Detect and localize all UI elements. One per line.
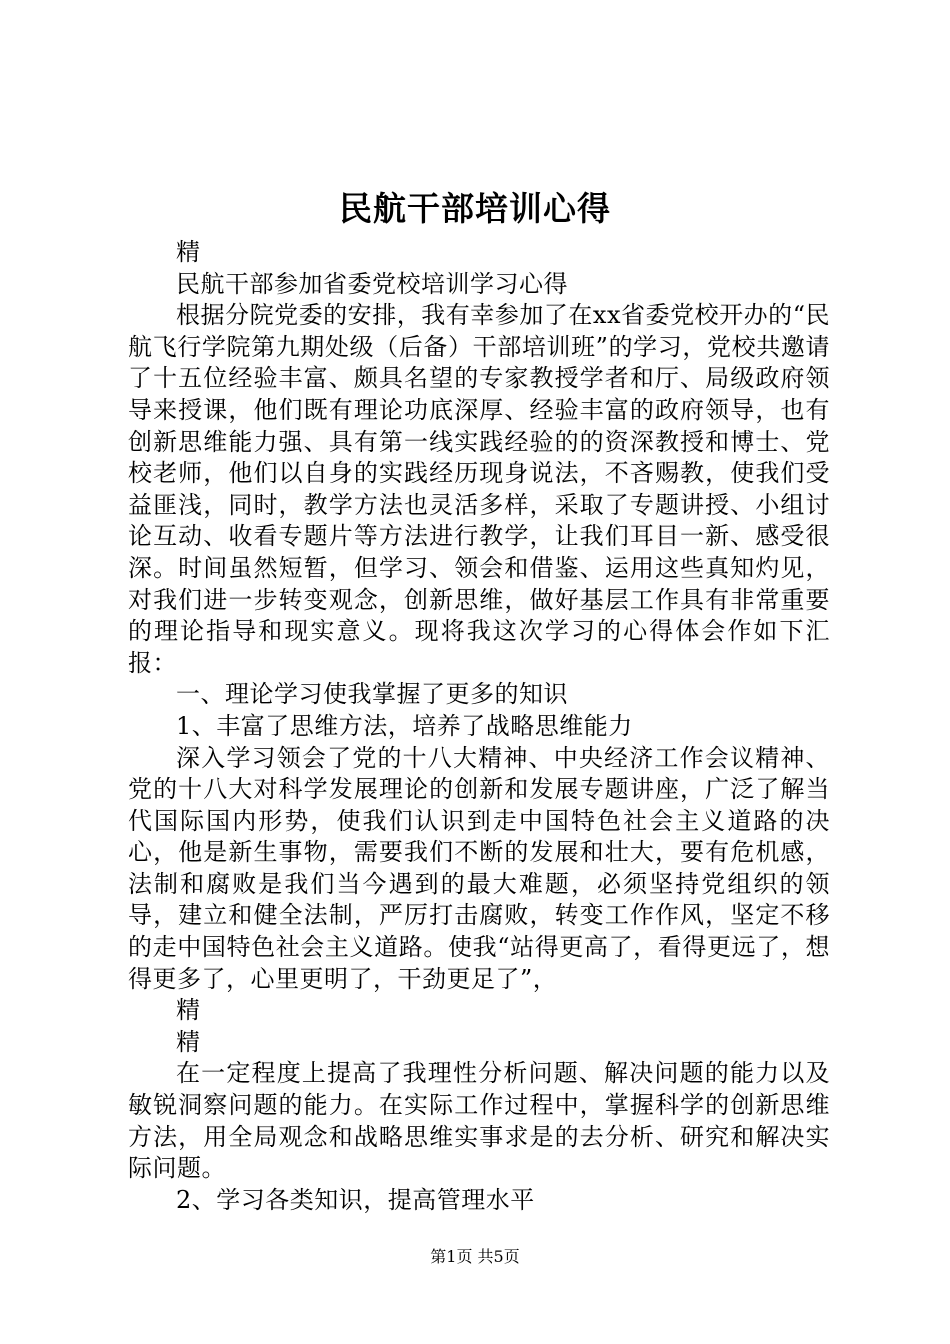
document-body (128, 237, 830, 1216)
paragraph-body-2: 在一定程度上提高了我理性分析问题、解决问题的能力以及敏锐洞察问题的能力。在实际工作过程中，掌握科学的创新思维方法，用全局观念和战略思维实事求是的去分析、研究和解决实际问题。 (128, 1059, 830, 1183)
document-title: 民航干部培训心得 (339, 189, 611, 228)
paragraph-watermark-char: 精 (176, 1027, 201, 1056)
page-footer: 第1页 共5页 (430, 1247, 520, 1266)
subsection-heading-1: 1、丰富了思维方法，培养了战略思维能力 (176, 711, 633, 740)
paragraph-watermark-char: 精 (176, 238, 201, 266)
paragraph-body-1: 深入学习领会了党的十八大精神、中央经济工作会议精神、党的十八大对科学发展理论的创新和发展专题讲座，广泛了解当代国际国内形势，使我们认识到走中国特色社会主义道路的决心，他是新生事物，需要我们不断的发展和壮大，要有危机感，法制和腐败是我们当今遇到的最大难题，必须坚持党组织的领导，建立和健全法制，严厉打击腐败，转变工作作风，坚定不移的走中国特色社会主义道路。使我“站得更高了，看得更远了，想得更多了，心里更明了，干劲更足了”， (128, 743, 830, 993)
paragraph-watermark-char: 精 (176, 996, 201, 1025)
paragraph-subtitle: 民航干部参加省委党校培训学习心得 (176, 269, 568, 298)
section-heading-1: 一、理论学习使我掌握了更多的知识 (176, 680, 568, 709)
paragraph-intro: 根据分院党委的安排，我有幸参加了在xx省委党校开办的“民航飞行学院第九期处级（后备）干部培训班”的学习，党校共邀请了十五位经验丰富、颇具名望的专家教授学者和厅、局级政府领导来授课，他们既有理论功底深厚、经验丰富的政府领导，也有创新思维能力强、具有第一线实践经验的的资深教授和博士、党校老师，他们以自身的实践经历现身说法，不吝赐教，使我们受益匪浅，同时，教学方法也灵活多样，采取了专题讲授、小组讨论互动、收看专题片等方法进行教学，让我们耳目一新、感受很深。时间虽然短暂，但学习、领会和借鉴、运用这些真知灼见，对我们进一步转变观念，创新思维，做好基层工作具有非常重要的理论指导和现实意义。现将我这次学习的心得体会作如下汇报： (128, 301, 830, 677)
subsection-heading-2: 2、学习各类知识，提高管理水平 (176, 1185, 535, 1214)
